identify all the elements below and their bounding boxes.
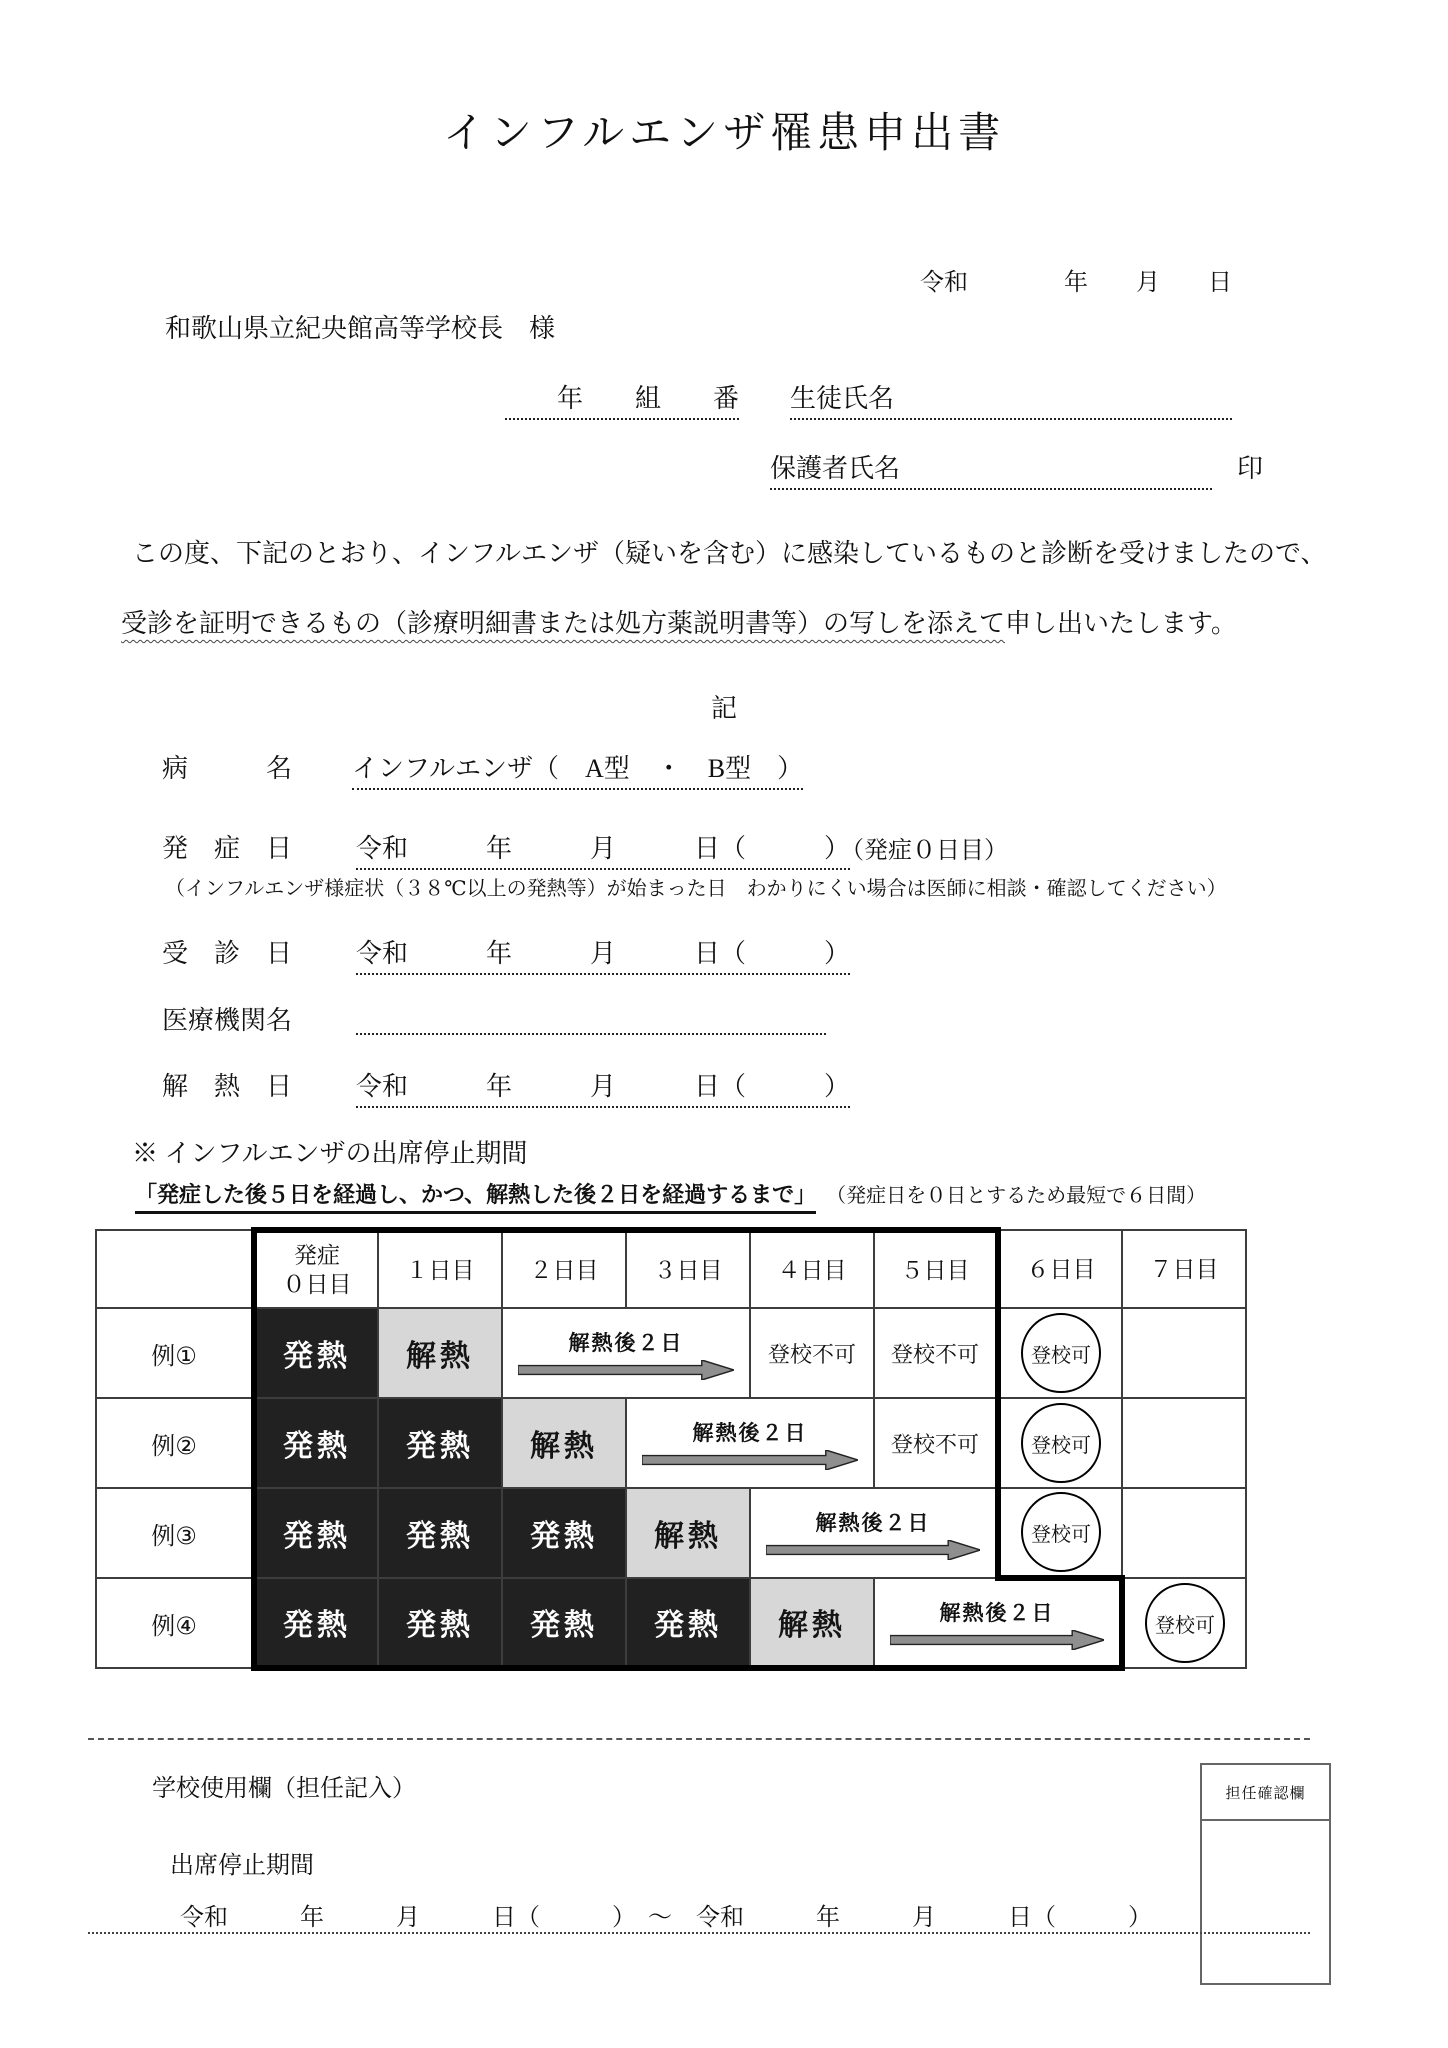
- fever-cell: 発熱: [254, 1308, 378, 1398]
- row-label: 例③: [96, 1488, 254, 1578]
- fever-cell: 発熱: [378, 1578, 502, 1668]
- recover-cell: 解熱: [378, 1308, 502, 1398]
- recovery-wait-label: 解熱後２日: [815, 1511, 931, 1535]
- attend-ok-circle: 登校可: [1021, 1403, 1101, 1483]
- recovery-date-label: 解 熱 日: [162, 1072, 293, 1101]
- recover-cell: 解熱: [626, 1488, 750, 1578]
- attend-ok-circle: 登校可: [1021, 1492, 1101, 1572]
- suspension-schedule-table: [95, 1227, 1247, 1671]
- fever-cell: 発熱: [254, 1398, 378, 1488]
- student-grade-class-number-field: 年 組 番: [505, 378, 739, 420]
- table-header-day: 発症 ０日目: [254, 1230, 378, 1308]
- record-heading: 記: [710, 694, 737, 723]
- table-header-day: ７日目: [1122, 1230, 1246, 1308]
- seal-label: 印: [1237, 454, 1264, 483]
- visit-date-field: 令和 年 月 日（ ）: [356, 933, 850, 975]
- medical-institution-label: 医療機関名: [162, 1006, 293, 1035]
- fever-cell: 発熱: [254, 1488, 378, 1578]
- onset-day-zero-suffix: （発症０日目）: [840, 838, 1008, 864]
- suspension-rule-note: （発症日を０日とするため最短で６日間）: [826, 1185, 1207, 1207]
- row-label: 例④: [96, 1578, 254, 1668]
- homeroom-confirm-label: 担任確認欄: [1202, 1765, 1329, 1821]
- no-attend-cell: 登校不可: [874, 1398, 998, 1488]
- table-header-day: １日目: [378, 1230, 502, 1308]
- disease-name-value: インフルエンザ（ A型 ・ B型 ）: [352, 748, 803, 790]
- addressee: 和歌山県立紀央館高等学校長 様: [165, 314, 556, 343]
- body-line2-wavy-part: 受診を証明できるもの（診療明細書または処方薬説明書等）の写しを添えて: [121, 609, 1006, 638]
- empty-cell: [1122, 1398, 1246, 1488]
- student-name-field: 生徒氏名: [790, 378, 1232, 420]
- recover-cell: 解熱: [502, 1398, 626, 1488]
- homeroom-confirm-box: [1200, 1763, 1331, 1985]
- date-range-dotted-rule: [88, 1932, 1310, 1934]
- visit-date-label: 受 診 日: [162, 939, 293, 968]
- fever-cell: 発熱: [254, 1578, 378, 1668]
- onset-note: （インフルエンザ様症状（３８℃以上の発熱等）が始まった日 わかりにくい場合は医師に相談・確認してください）: [165, 878, 1227, 900]
- table-header-day: ２日目: [502, 1230, 626, 1308]
- form-title: インフルエンザ罹患申出書: [442, 111, 1006, 157]
- recovery-date-field: 令和 年 月 日（ ）: [356, 1066, 850, 1108]
- table-header-day: ３日目: [626, 1230, 750, 1308]
- no-attend-cell: 登校不可: [874, 1308, 998, 1398]
- fever-cell: 発熱: [502, 1578, 626, 1668]
- recovery-wait-arrow-cell: [874, 1578, 1122, 1668]
- disease-name-label: 病 名: [162, 754, 293, 783]
- suspension-period-label: 出席停止期間: [170, 1853, 314, 1879]
- empty-cell: [1122, 1308, 1246, 1398]
- suspension-rule-quote: 「発症した後５日を経過し、かつ、解熱した後２日を経過するまで」: [135, 1178, 816, 1214]
- school-date-range-field: 令和 年 月 日（ ） ～ 令和 年 月 日（ ）: [180, 1905, 1152, 1931]
- recovery-wait-label: 解熱後２日: [568, 1331, 684, 1355]
- recovery-wait-label: 解熱後２日: [939, 1601, 1055, 1625]
- table-corner-cell: [96, 1230, 254, 1308]
- section-divider-dashed: [88, 1738, 1310, 1740]
- recovery-wait-arrow-cell: [502, 1308, 750, 1398]
- table-header-day: ６日目: [998, 1230, 1122, 1308]
- recovery-wait-arrow-cell: [626, 1398, 874, 1488]
- body-line2-tail: 申し出いたします。: [1005, 609, 1237, 638]
- fever-cell: 発熱: [626, 1578, 750, 1668]
- medical-institution-field: [356, 1000, 826, 1035]
- right-arrow-icon: [642, 1450, 858, 1470]
- right-arrow-icon: [518, 1360, 734, 1380]
- table-header-day: ４日目: [750, 1230, 874, 1308]
- recover-cell: 解熱: [750, 1578, 874, 1668]
- suspension-rule-line: [135, 1178, 1206, 1214]
- suspension-heading: ※ インフルエンザの出席停止期間: [132, 1139, 528, 1168]
- attend-ok-cell: [1122, 1578, 1246, 1668]
- onset-date-field: 令和 年 月 日（ ）: [356, 828, 850, 870]
- attend-ok-circle: 登校可: [1021, 1313, 1101, 1393]
- body-paragraph-line1: この度、下記のとおり、インフルエンザ（疑いを含む）に感染しているものと診断を受けましたので、: [132, 539, 1327, 568]
- school-use-heading: 学校使用欄（担任記入）: [152, 1776, 416, 1802]
- attend-ok-cell: [998, 1398, 1122, 1488]
- right-arrow-icon: [890, 1630, 1104, 1650]
- recovery-wait-arrow-cell: [750, 1488, 998, 1578]
- submission-date-line: 令和 年 月 日: [920, 270, 1232, 296]
- recovery-wait-label: 解熱後２日: [692, 1421, 808, 1445]
- fever-cell: 発熱: [378, 1488, 502, 1578]
- attend-ok-cell: [998, 1488, 1122, 1578]
- fever-cell: 発熱: [502, 1488, 626, 1578]
- row-label: 例①: [96, 1308, 254, 1398]
- attend-ok-cell: [998, 1308, 1122, 1398]
- guardian-name-field: 保護者氏名: [770, 448, 1212, 490]
- attend-ok-circle: 登校可: [1145, 1583, 1225, 1663]
- empty-cell: [1122, 1488, 1246, 1578]
- right-arrow-icon: [766, 1540, 980, 1560]
- row-label: 例②: [96, 1398, 254, 1488]
- onset-date-label: 発 症 日: [162, 834, 293, 863]
- no-attend-cell: 登校不可: [750, 1308, 874, 1398]
- body-paragraph-line2: [95, 573, 1237, 670]
- table-header-day: ５日目: [874, 1230, 998, 1308]
- fever-cell: 発熱: [378, 1398, 502, 1488]
